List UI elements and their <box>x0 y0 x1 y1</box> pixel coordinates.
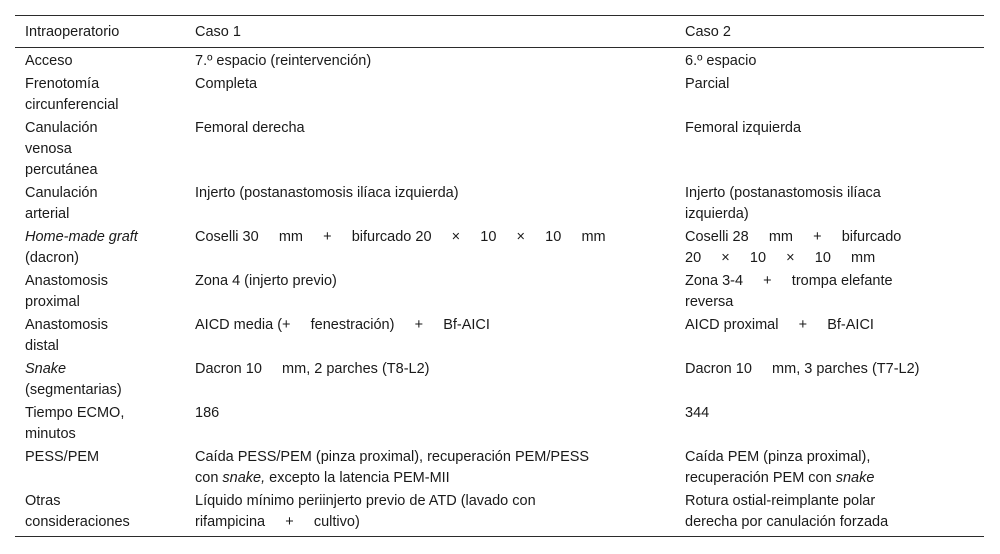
table-row <box>15 358 984 402</box>
caso2-cell: 344 <box>685 405 710 421</box>
caso2-cell: Rotura ostial-reimplante polar derecha por canulación forzada <box>675 490 984 537</box>
header-intraoperatorio: Intraoperatorio <box>15 16 185 48</box>
row-label: Tiempo ECMO, minutos <box>25 405 125 442</box>
row-label: Snake (segmentarias) <box>25 361 122 398</box>
caso2-cell: Parcial <box>685 76 730 92</box>
table-row <box>15 182 984 226</box>
intraoperative-table <box>15 15 984 537</box>
header-caso-1: Caso 1 <box>185 16 675 48</box>
caso2-cell: Zona 3-4 + trompa elefante reversa <box>685 273 893 310</box>
caso1-cell: Completa <box>195 76 258 92</box>
row-label: Anastomosis distal <box>25 317 109 354</box>
caso2-cell: Coselli 28 mm + bifurcado 20 × 10 × 10 mm <box>685 229 902 266</box>
row-label: Canulación arterial <box>25 185 98 222</box>
caso2-cell: Caída PEM (pinza proximal), recuperación PEM con snake <box>685 449 875 486</box>
table-container <box>15 15 984 537</box>
header-caso-2: Caso 2 <box>675 16 984 48</box>
row-label: PESS/PEM <box>25 449 100 465</box>
caso1-cell: Dacron 10 mm, 2 parches (T8-L2) <box>195 361 430 377</box>
caso2-cell: 6.º espacio <box>685 53 757 69</box>
table-row <box>15 73 984 117</box>
caso1-cell: Zona 4 (injerto previo) <box>195 273 337 289</box>
row-label: Anastomosis proximal <box>25 273 109 310</box>
caso1-cell: Líquido mínimo periinjerto previo de ATD (lavado con rifampicina + cultivo) <box>185 490 675 537</box>
row-label: Home-made graft (dacron) <box>25 229 138 266</box>
row-label: Acceso <box>25 53 73 69</box>
table-row <box>15 446 984 490</box>
table-row <box>15 117 984 182</box>
caso1-cell: 186 <box>195 405 220 421</box>
table-row <box>15 226 984 270</box>
table-row <box>15 48 984 74</box>
caso1-cell: Injerto (postanastomosis ilíaca izquierda) <box>195 185 459 201</box>
table-row <box>15 314 984 358</box>
caso2-cell: Injerto (postanastomosis ilíaca izquierda) <box>685 185 881 222</box>
row-label: Frenotomía circunferencial <box>25 76 119 113</box>
caso2-cell: Dacron 10 mm, 3 parches (T7-L2) <box>685 361 920 377</box>
row-label: Otras consideraciones <box>15 490 185 537</box>
caso1-cell: Femoral derecha <box>195 120 305 136</box>
caso1-cell: Caída PESS/PEM (pinza proximal), recuperación PEM/PESS con snake, excepto la latencia PEM-MII <box>195 449 590 486</box>
caso1-cell: 7.º espacio (reintervención) <box>195 53 372 69</box>
caso2-cell: Femoral izquierda <box>685 120 802 136</box>
caso2-cell: AICD proximal + Bf-AICI <box>685 317 874 333</box>
caso1-cell: AICD media (+ fenestración) + Bf-AICI <box>195 317 490 333</box>
table-row <box>15 270 984 314</box>
table-row <box>15 490 984 537</box>
row-label: Canulación venosa percutánea <box>25 120 98 178</box>
table-row <box>15 402 984 446</box>
header-row <box>15 16 984 48</box>
caso1-cell: Coselli 30 mm + bifurcado 20 × 10 × 10 mm <box>195 229 606 245</box>
